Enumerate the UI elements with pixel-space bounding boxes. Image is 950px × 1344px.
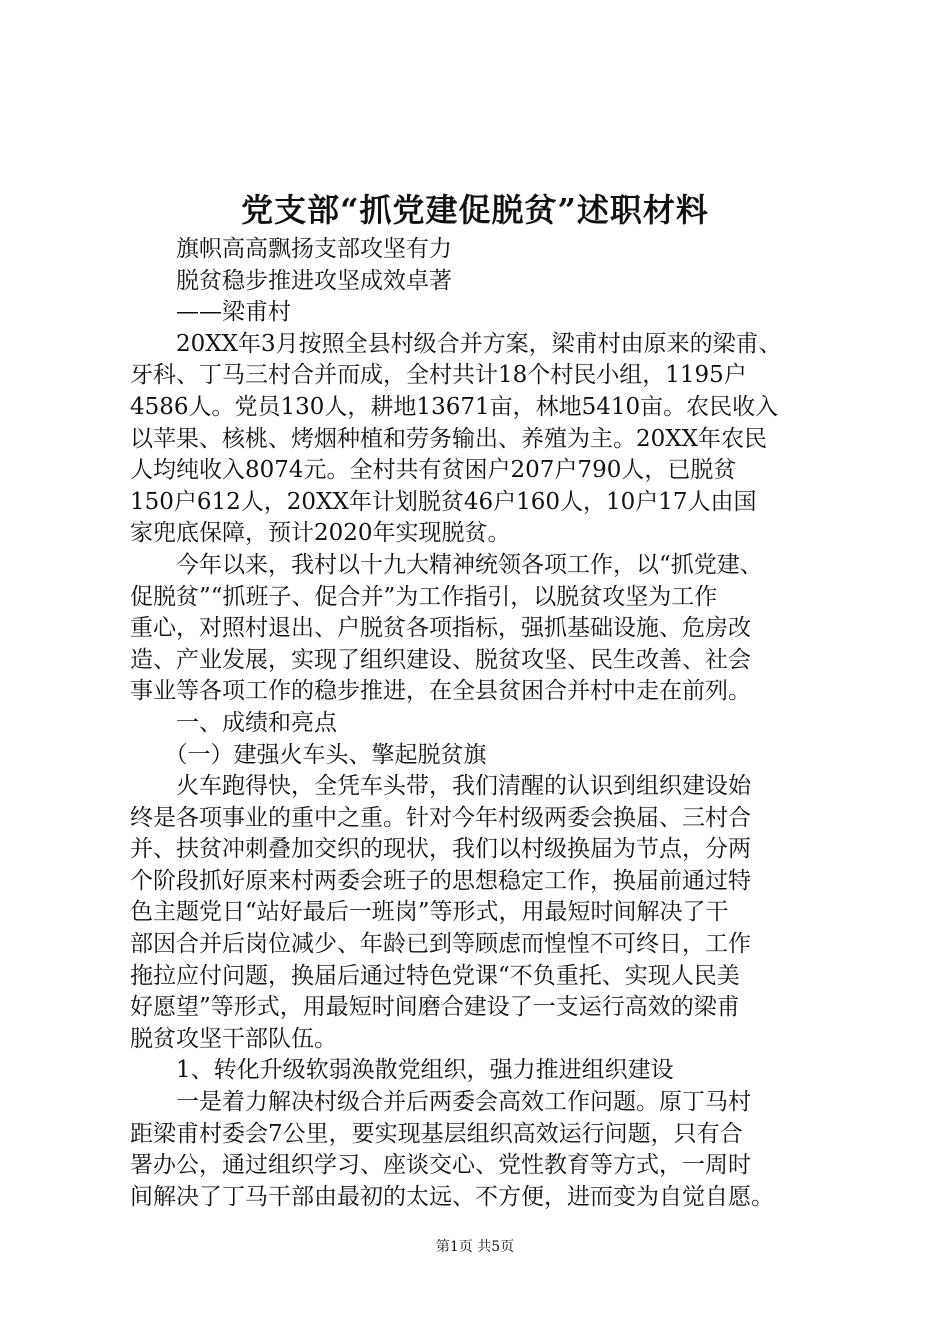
text-line: 个阶段抓好原来村两委会班子的思想稳定工作，换届前通过特 <box>130 867 751 894</box>
text-line: 1、转化升级软弱涣散党组织，强力推进组织建设 <box>130 1057 674 1084</box>
text-line: 家兜底保障，预计2020年实现脱贫。 <box>130 520 511 547</box>
text-line: 150户612人，20XX年计划脱贫46户160人，10户17人由国 <box>130 488 757 515</box>
text-line: 署办公，通过组织学习、座谈交心、党性教育等方式，一周时 <box>130 1152 751 1179</box>
text-line: 拖拉应付问题，换届后通过特色党课“不负重托、实现人民美 <box>130 962 740 989</box>
text-line: 促脱贫”“抓班子、促合并”为工作指引，以脱贫攻坚为工作 <box>130 583 718 610</box>
text-line: 今年以来，我村以十九大精神统领各项工作，以“抓党建、 <box>130 551 763 578</box>
text-line: 事业等各项工作的稳步推进，在全县贫困合并村中走在前列。 <box>130 678 751 705</box>
text-line: 距梁甫村委会7公里，要实现基层组织高效运行问题，只有合 <box>130 1120 743 1147</box>
text-line: 旗帜高高飘扬支部攻坚有力 <box>130 236 452 262</box>
text-line: 终是各项事业的重中之重。针对今年村级两委会换届、三村合 <box>130 804 751 831</box>
text-line: ——梁甫村 <box>130 299 291 326</box>
text-line: 好愿望”等形式，用最短时间磨合建设了一支运行高效的梁甫 <box>130 994 740 1021</box>
text-line: 一是着力解决村级合并后两委会高效工作问题。原丁马村 <box>130 1089 751 1116</box>
text-line: 人均纯收入8074元。全村共有贫困户207户790人，已脱贫 <box>130 457 737 484</box>
text-line: 脱贫稳步推进攻坚成效卓著 <box>130 267 452 294</box>
text-line: 色主题党日“站好最后一班岗”等形式，用最短时间解决了干 <box>130 899 729 926</box>
text-line: 脱贫攻坚干部队伍。 <box>130 1025 337 1052</box>
text-line: 间解决了丁马干部由最初的太远、不方便，进而变为自觉自愿。 <box>130 1183 774 1210</box>
text-line: 4586人。党员130人，耕地13671亩，林地5410亩。农民收入 <box>130 393 779 420</box>
text-line: 以苹果、核桃、烤烟种植和劳务输出、养殖为主。20XX年农民 <box>130 425 768 452</box>
text-line: 一、成绩和亮点 <box>130 709 337 736</box>
text-line: 牙科、丁马三村合并而成，全村共计18个村民小组，1195户 <box>130 362 747 389</box>
text-line: 20XX年3月按照全县村级合并方案，梁甫村由原来的梁甫、 <box>130 330 782 357</box>
text-line: 重心，对照村退出、户脱贫各项指标，强抓基础设施、危房改 <box>130 615 751 642</box>
text-line: 部因合并后岗位减少、年龄已到等顾虑而惶惶不可终日，工作 <box>130 931 751 958</box>
text-line: 造、产业发展，实现了组织建设、脱贫攻坚、民生改善、社会 <box>130 646 751 673</box>
text-line: 火车跑得快，全凭车头带，我们清醒的认识到组织建设始 <box>130 773 751 800</box>
page-footer: 第1页 共5页 <box>435 1239 515 1255</box>
text-line: 并、扶贫冲刺叠加交织的现状，我们以村级换届为节点，分两 <box>130 836 751 863</box>
document-title: 党支部“抓党建促脱贫”述职材料 <box>241 191 709 229</box>
text-line: （一）建强火车头、擎起脱贫旗 <box>130 741 487 768</box>
document-body <box>130 234 830 1213</box>
